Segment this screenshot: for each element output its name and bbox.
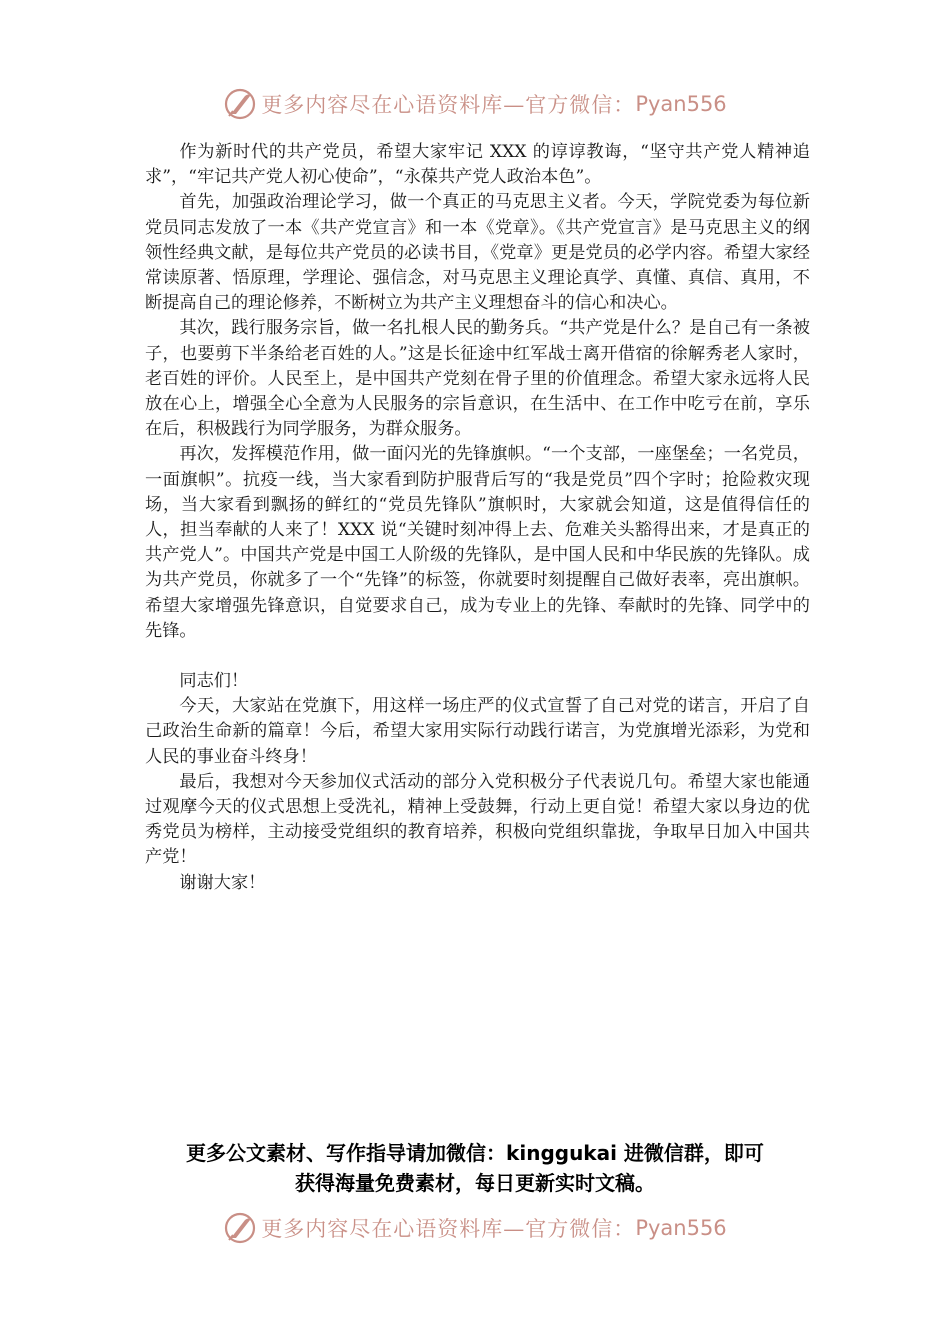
watermark-handle: Pyan556	[635, 92, 727, 116]
header-watermark	[0, 84, 950, 124]
document-body	[145, 140, 810, 896]
paragraph: 今天，大家站在党旗下，用这样一场庄严的仪式宣誓了自己对党的诺言，开启了自己政治生命新的篇章！今后，希望大家用实际行动践行诺言，为党旗增光添彩，为党和人民的事业奋斗终身！	[145, 696, 810, 767]
paragraph-salutation: 同志们！	[179, 671, 249, 692]
quill-pen-logo-icon	[223, 87, 257, 121]
footer-watermark	[0, 1208, 950, 1248]
watermark-text: 更多内容尽在心语资料库—官方微信：	[261, 1217, 636, 1241]
paragraph: 其次，践行服务宗旨，做一名扎根人民的勤务兵。“共产党是什么？是自己有一条被子，也要剪下半条给老百姓的人。”这是长征途中红军战士离开借宿的徐解秀老人家时，老百姓的评价。人民至上，是中国共产党刻在骨子里的价值理念。希望大家永远将人民放在心上，增强全心全意为人民服务的宗旨意识，在生活中、在工作中吃亏在前，享乐在后，积极践行为同学服务，为群众服务。	[145, 318, 810, 440]
promo-line-2: 获得海量免费素材，每日更新实时文稿。	[295, 1171, 655, 1195]
paragraph: 再次，发挥模范作用，做一面闪光的先锋旗帜。“一个支部，一座堡垒；一名党员，一面旗帜”。抗疫一线，当大家看到防护服背后写的“我是党员”四个字时；抢险救灾现场，当大家看到飘扬的鲜红的“党员先锋队”旗帜时，大家就会知道，这是值得信任的人，担当奉献的人来了！XXX 说“关键时刻冲得上去、危难关头豁得出来，才是真正的共产党人”。中国共产党是中国工人阶级的先锋队，是中国人民和中华民族的先锋队。成为共产党员，你就多了一个“先锋”的标签，你就要时刻提醒自己做好表率，亮出旗帜。希望大家增强先锋意识，自觉要求自己，成为专业上的先锋、奉献时的先锋、同学中的先锋。	[145, 444, 810, 641]
promo-line-1: 更多公文素材、写作指导请加微信：kinggukai 进微信群，即可	[186, 1141, 764, 1165]
paragraph: 作为新时代的共产党员，希望大家牢记 XXX 的谆谆教诲，“坚守共产党人精神追求”，“牢记共产党人初心使命”，“永葆共产党人政治本色”。	[145, 142, 810, 188]
paragraph: 首先，加强政治理论学习，做一个真正的马克思主义者。今天，学院党委为每位新党员同志发放了一本《共产党宣言》和一本《党章》。《共产党宣言》是马克思主义的纲领性经典文献，是每位共产党员的必读书目，《党章》更是党员的必学内容。希望大家经常读原著、悟原理，学理论、强信念，对马克思主义理论真学、真懂、真信、真用，不断提高自己的理论修养，不断树立为共产主义理想奋斗的信心和决心。	[145, 192, 810, 314]
promo-notice	[0, 1138, 950, 1198]
watermark-handle: Pyan556	[635, 1216, 727, 1240]
paragraph-closing: 谢谢大家！	[179, 872, 266, 893]
quill-pen-logo-icon	[223, 1211, 257, 1245]
watermark-text: 更多内容尽在心语资料库—官方微信：	[261, 93, 636, 117]
paragraph: 最后，我想对今天参加仪式活动的部分入党积极分子代表说几句。希望大家也能通过观摩今天的仪式思想上受洗礼，精神上受鼓舞，行动上更自觉！希望大家以身边的优秀党员为榜样，主动接受党组织的教育培养，积极向党组织靠拢，争取早日加入中国共产党！	[145, 771, 810, 868]
